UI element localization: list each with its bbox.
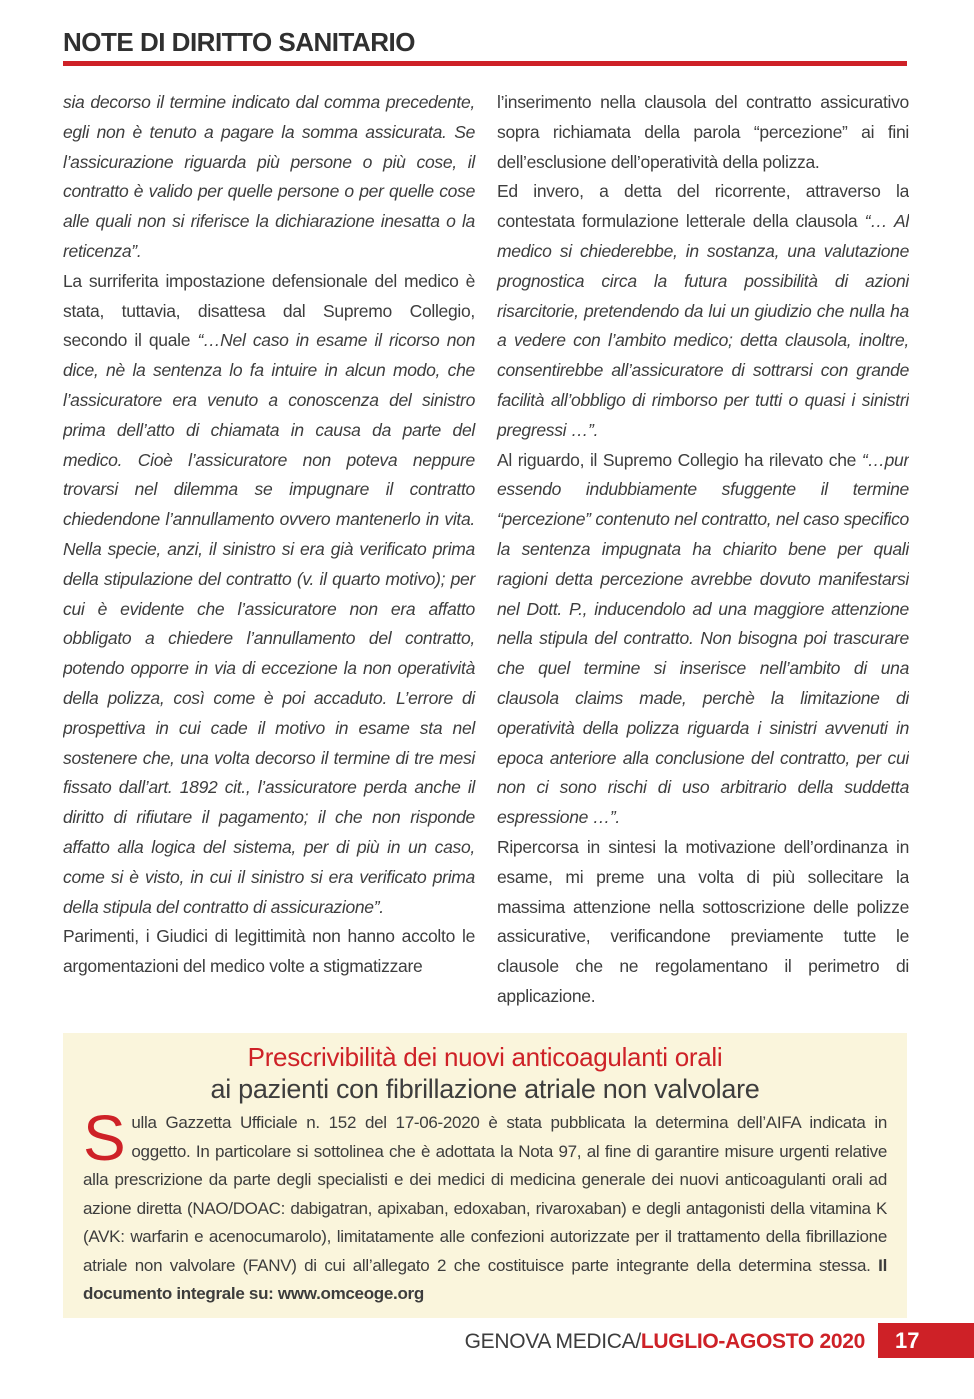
paragraph: [497, 833, 909, 1012]
paragraph: [63, 267, 475, 923]
notice-title-line2: ai pazienti con fibrillazione atriale non valvolare: [210, 1074, 760, 1104]
paragraph: [497, 88, 909, 177]
notice-text: ulla Gazzetta Ufficiale n. 152 del 17-06-2020 è stata pubblicata la determina dell’AIFA indicata in oggetto. In particolare si sottolinea che è adottata la Nota 97, al fine di garantire misure urgenti relative alla prescrizione da parte degli specialisti e dei medici di medicina generale dei nuovi anticoagulanti orali ad azione diretta (NAO/DOAC: dabigatran, apixaban, edoxaban, rivaroxaban) e degli antagonisti della vitamina K (AVK: warfarin e acenocumarolo), limitatamente alle confezioni autorizzate per il trattamento della fibrillazione atriale non valvolare (FANV) di cui all’allegato 2 che costituisce parte integrante della determina stessa.: [83, 1113, 887, 1275]
page-number-badge: [878, 1323, 974, 1358]
section-title: NOTE DI DIRITTO SANITARIO: [63, 27, 415, 57]
body-text: l’inserimento nella clausola del contratto assicurativo sopra richiamata della parola “percezione” ai fini dell’esclusione dell’operatività della polizza.: [497, 92, 909, 172]
quoted-text: “…Nel caso in esame il ricorso non dice, nè la sentenza lo fa intuire in alcun modo, che l’assicuratore era venuto a conoscenza del sinistro prima dell’atto di chiamata in causa da parte del medico. Cioè l’assicuratore non poteva neppure trovarsi nel dilemma se impugnare il contratto chiedendone l’annullamento ovvero mantenerlo in vita. Nella specie, anzi, il sinistro si era già verificato prima della stipulazione del contratto (v. il quarto motivo); per cui è evidente che l’assicuratore non era affatto obbligato a chiedere l’annullamento del contratto, potendo opporre in via di eccezione la non operatività della polizza, così come è poi accaduto. L’errore di prospettiva in cui cade il motivo in esame sta nel sostenere che, una volta decorso il termine di tre mesi fissato dall’art. 1892 cit., l’assicuratore perda anche il diritto di rifiutare il pagamento; il che non risponde affatto alla logica del sistema, per di più in un caso, come si è visto, in cui il sinistro si era verificato prima della stipula del contratto di assicurazione”.: [63, 330, 476, 917]
header-rule: [63, 61, 907, 66]
body-text: Parimenti, i Giudici di legittimità non hanno accolto le argomentazioni del medico volte a stigmatizzare: [63, 926, 475, 977]
paragraph: [497, 446, 909, 833]
journal-name: GENOVA MEDICA/: [464, 1330, 641, 1353]
footer-journal-line: [465, 1330, 865, 1354]
drop-cap: S: [83, 1102, 126, 1174]
body-text: Al riguardo, il Supremo Collegio ha rilevato che: [497, 449, 862, 470]
body-text: La surriferita impostazione defensionale del medico è stata, tuttavia, disattesa dal Supremo Collegio, secondo il quale: [63, 270, 475, 351]
paragraph: [497, 177, 909, 445]
quoted-text: “… Al medico si chiederebbe, in sostanza, una valutazione prognostica circa la futura possibilità di azioni risarcitorie, pretendendo da lui un giudizio che nulla ha a vedere con l’ambito medico; detta clausola, inoltre, consentirebbe all’assicuratore di sottrarsi con grande facilità all’obbligo di rimborso per tutti o quasi i sinistri pregressi …”.: [497, 211, 909, 440]
body-text: Ripercorsa in sintesi la motivazione dell’ordinanza in esame, mi preme una volta di più sollecitare la massima attenzione nella sottoscrizione delle polizze assicurative, verificandone previamente tutte le clausole che ne regolamentano il perimetro di applicazione.: [497, 836, 909, 1006]
quoted-text: “…pur essendo indubbiamente sfuggente il termine “percezione” contenuto nel contratto, nel caso specifico la sentenza impugnata ha chiarito bene per quali ragioni detta percezione avrebbe dovuto manifestarsi nel Dott. P., inducendolo ad una maggiore attenzione nella stipula del contratto. Non bisogna poi trascurare che quel termine si inserisce nell’ambito di una clausola claims made, perchè la limitazione di operatività della polizza riguarda i sinistri avvenuti in epoca anteriore alla conclusione del contratto, per cui non ci sono rischi di uso arbitrario della suddetta espressione …”.: [497, 449, 909, 828]
notice-body: [83, 1102, 887, 1309]
notice-title-line1: Prescrivibilità dei nuovi anticoagulanti orali: [247, 1042, 723, 1072]
paragraph: [63, 922, 475, 982]
left-column: [63, 88, 475, 1030]
page-number: 17: [895, 1327, 920, 1353]
paragraph: [63, 88, 475, 267]
right-column: [497, 88, 909, 1030]
quoted-text: sia decorso il termine indicato dal comma precedente, egli non è tenuto a pagare la somma assicurata. Se l’assicurazione riguarda più persone o più cose, il contratto è valido per quelle persone o per quelle cose alle quali non si riferisce la dichiarazione inesatta o la reticenza”.: [63, 92, 475, 261]
section-header: [63, 28, 907, 56]
notice-bold-text: Il documento integrale su: www.omceoge.org: [83, 1255, 887, 1303]
body-text: Ed invero, a detta del ricorrente, attraverso la contestata formulazione letterale della clausola: [497, 181, 909, 232]
notice-box: [63, 1033, 907, 1318]
issue-label: LUGLIO-AGOSTO 2020: [640, 1330, 865, 1353]
article-body: [63, 88, 909, 1030]
